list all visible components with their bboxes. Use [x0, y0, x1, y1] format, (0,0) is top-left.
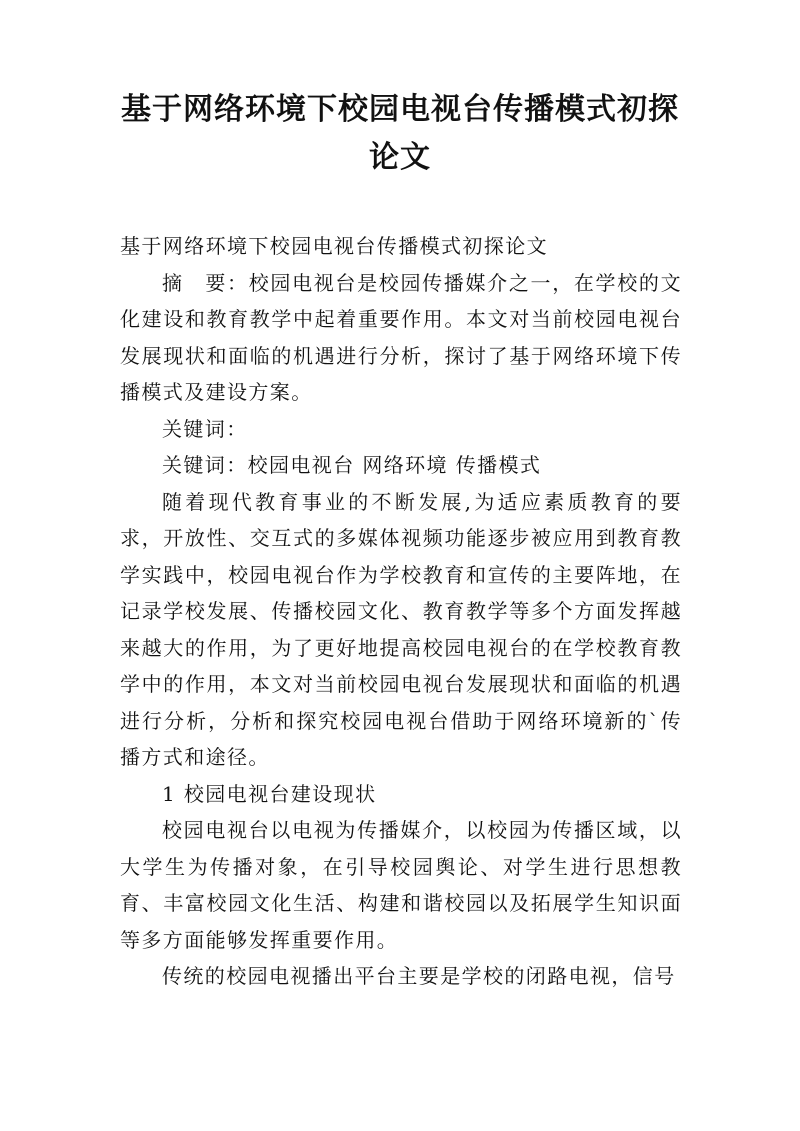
intro-paragraph: 随着现代教育事业的不断发展,为适应素质教育的要求，开放性、交互式的多媒体视频功能逐步被应用到教育教学实践中，校园电视台作为学校教育和宣传的主要阵地，在记录学校发展、传播校园文化、教育教学等多个方面发挥越来越大的作用，为了更好地提高校园电视台的在学校教育教学中的作用，本文对当前校园电视台发展现状和面临的机遇进行分析，分析和探究校园电视台借助于网络环境新的`传播方式和途径。 — [120, 489, 682, 769]
keywords-line: 关键词：校园电视台 网络环境 传播模式 — [162, 453, 542, 477]
document-title: 基于网络环境下校园电视台传播模式初探论文 — [121, 92, 679, 175]
subtitle-line: 基于网络环境下校园电视台传播模式初探论文 — [120, 234, 548, 258]
section-heading-1: 1 校园电视台建设现状 — [162, 781, 377, 806]
abstract-paragraph: 摘 要：校园电视台是校园传播媒介之一，在学校的文化建设和教育教学中起着重要作用。本文对当前校园电视台发展现状和面临的机遇进行分析，探讨了基于网络环境下传播模式及建设方案。 — [120, 270, 682, 404]
section-1-paragraph-1: 校园电视台以电视为传播媒介，以校园为传播区域，以大学生为传播对象，在引导校园舆论、对学生进行思想教育、丰富校园文化生活、构建和谐校园以及拓展学生知识面等多方面能够发挥重要作用。 — [120, 818, 682, 952]
document-body — [120, 228, 682, 995]
keywords-label: 关键词： — [162, 416, 248, 441]
section-1-paragraph-2: 传统的校园电视播出平台主要是学校的闭路电视，信号 — [162, 964, 676, 988]
